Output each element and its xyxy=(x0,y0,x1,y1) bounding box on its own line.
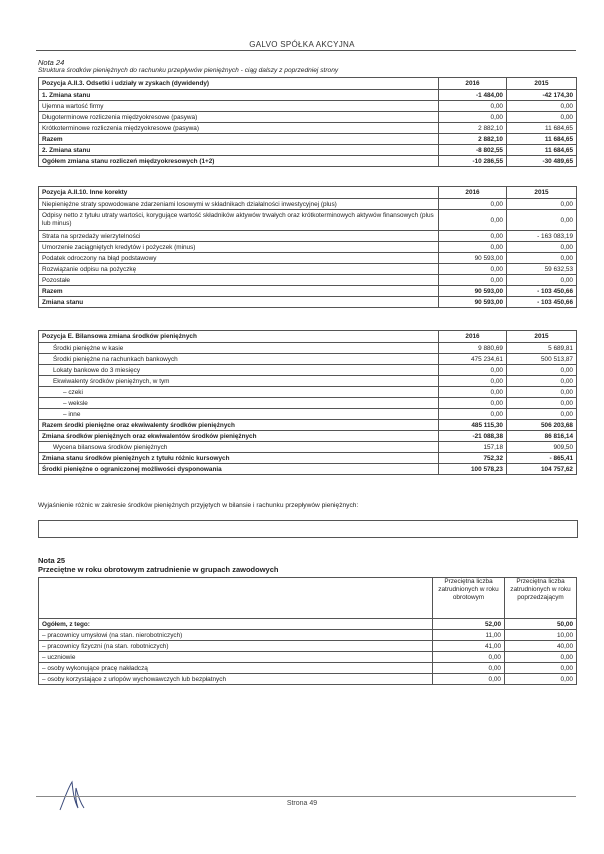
row-label: Niepieniężne straty spowodowane zdarzeniami losowymi w składnikach działalności inwestycyjnej (plus) xyxy=(39,199,439,210)
row-label: – inne xyxy=(39,409,439,420)
table-row xyxy=(39,641,577,652)
table-row xyxy=(39,286,577,297)
value-current: 0,00 xyxy=(439,101,507,112)
row-label: Środki pieniężne na rachunkach bankowych xyxy=(39,354,439,365)
value-previous: 59 632,53 xyxy=(507,264,577,275)
note25-subtitle: Przeciętne w roku obrotowym zatrudnienie w grupach zawodowych xyxy=(38,565,279,574)
value-previous: 0,00 xyxy=(507,387,577,398)
row-label: – pracownicy umysłowi (na stan. nierobotniczych) xyxy=(39,630,433,641)
value-previous: 10,00 xyxy=(505,630,577,641)
note25-title: Nota 25 xyxy=(38,556,66,565)
row-label: Razem xyxy=(39,286,439,297)
value-current: 0,00 xyxy=(439,242,507,253)
value-previous: 11 684,65 xyxy=(507,145,577,156)
col-2015: 2015 xyxy=(507,78,577,90)
value-previous: 0,00 xyxy=(507,253,577,264)
col-2016: 2016 xyxy=(439,78,507,90)
value-current: 0,00 xyxy=(439,210,507,231)
value-previous: 11 684,65 xyxy=(507,134,577,145)
table-row xyxy=(39,674,577,685)
row-label: Odpisy netto z tytułu utraty wartości, korygujące wartość składników aktywów trwałych oraz krótkoterminowych aktywów finansowych (plus lub minus) xyxy=(39,210,439,231)
table-row xyxy=(39,242,577,253)
value-previous: 0,00 xyxy=(507,376,577,387)
col-current-year: Przeciętna liczba zatrudnionych w roku obrotowym xyxy=(433,578,505,619)
differences-explanation: Wyjaśnienie różnic w zakresie środków pieniężnych przyjętych w bilansie i rachunku przepływów pieniężnych: xyxy=(38,502,359,509)
table-row xyxy=(39,652,577,663)
row-label: Strata na sprzedaży wierzytelności xyxy=(39,231,439,242)
explanation-box xyxy=(38,520,578,538)
value-current: -8 802,55 xyxy=(439,145,507,156)
note24-title: Nota 24 xyxy=(38,58,65,67)
value-current: -21 088,38 xyxy=(439,431,507,442)
row-label: Wycena bilansowa środków pieniężnych xyxy=(39,442,439,453)
value-previous: 0,00 xyxy=(507,242,577,253)
row-label: Zmiana stanu xyxy=(39,297,439,308)
employment-empty-head xyxy=(39,578,433,619)
table-heading: Pozycja A.II.3. Odsetki i udziały w zyskach (dywidendy) xyxy=(39,78,439,90)
table-row xyxy=(39,354,577,365)
row-label: Długoterminowe rozliczenia międzyokresowe (pasywa) xyxy=(39,112,439,123)
value-current: 752,32 xyxy=(439,453,507,464)
value-current: 0,00 xyxy=(439,231,507,242)
table-row xyxy=(39,275,577,286)
value-previous: 500 513,87 xyxy=(507,354,577,365)
value-previous: 0,00 xyxy=(507,101,577,112)
value-current: 90 593,00 xyxy=(439,253,507,264)
value-current: 9 880,69 xyxy=(439,343,507,354)
table-row xyxy=(39,253,577,264)
table-row xyxy=(39,365,577,376)
value-previous: 5 689,81 xyxy=(507,343,577,354)
value-current: 0,00 xyxy=(439,112,507,123)
other-adjustments-table xyxy=(38,186,577,308)
table-row xyxy=(39,231,577,242)
table-row xyxy=(39,453,577,464)
value-current: 475 234,61 xyxy=(439,354,507,365)
page-number: Strona 49 xyxy=(286,800,318,807)
row-label: Razem środki pieniężne oraz ekwiwalenty środków pieniężnych xyxy=(39,420,439,431)
value-previous: -30 489,65 xyxy=(507,156,577,167)
value-current: 0,00 xyxy=(439,199,507,210)
col-2016: 2016 xyxy=(439,331,507,343)
employment-table xyxy=(38,577,577,685)
value-previous: - 103 450,66 xyxy=(507,297,577,308)
table-row xyxy=(39,210,577,231)
table-row xyxy=(39,663,577,674)
row-label: Krótkoterminowe rozliczenia międzyokresowe (pasywa) xyxy=(39,123,439,134)
value-previous: 0,00 xyxy=(507,409,577,420)
value-previous: 506 203,68 xyxy=(507,420,577,431)
row-label: – osoby korzystające z urlopów wychowawczych lub bezpłatnych xyxy=(39,674,433,685)
table-row xyxy=(39,101,577,112)
row-label: Środki pieniężne o ograniczonej możliwości dysponowania xyxy=(39,464,439,475)
value-current: -1 484,00 xyxy=(439,90,507,101)
value-previous: 0,00 xyxy=(507,199,577,210)
value-previous: - 865,41 xyxy=(507,453,577,464)
col-2015: 2015 xyxy=(507,331,577,343)
value-current: 0,00 xyxy=(433,663,505,674)
value-current: 0,00 xyxy=(439,398,507,409)
table-row xyxy=(39,442,577,453)
table-row xyxy=(39,398,577,409)
footer-rule xyxy=(36,796,576,797)
table-row xyxy=(39,431,577,442)
value-previous: 104 757,62 xyxy=(507,464,577,475)
table-heading: Pozycja A.II.10. Inne korekty xyxy=(39,187,439,199)
table-row xyxy=(39,264,577,275)
row-label: Ekwiwalenty środków pieniężnych, w tym xyxy=(39,376,439,387)
value-current: 0,00 xyxy=(433,674,505,685)
row-label: Rozwiązanie odpisu na pożyczkę xyxy=(39,264,439,275)
table-row xyxy=(39,123,577,134)
col-2015: 2015 xyxy=(507,187,577,199)
value-current: 0,00 xyxy=(439,365,507,376)
table-row xyxy=(39,112,577,123)
table-row xyxy=(39,630,577,641)
value-previous: 86 816,14 xyxy=(507,431,577,442)
table-row xyxy=(39,134,577,145)
table-row xyxy=(39,420,577,431)
value-current: 0,00 xyxy=(439,409,507,420)
value-previous: 0,00 xyxy=(507,398,577,409)
row-label: – czeki xyxy=(39,387,439,398)
row-label: 2. Zmiana stanu xyxy=(39,145,439,156)
table-row xyxy=(39,145,577,156)
table-row xyxy=(39,619,577,630)
value-current: 485 115,30 xyxy=(439,420,507,431)
value-current: 100 578,23 xyxy=(439,464,507,475)
value-previous: 0,00 xyxy=(505,674,577,685)
company-header: GALVO SPÓŁKA AKCYJNA xyxy=(249,40,355,49)
value-previous: 11 684,65 xyxy=(507,123,577,134)
table-row xyxy=(39,156,577,167)
value-previous: 50,00 xyxy=(505,619,577,630)
value-previous: 40,00 xyxy=(505,641,577,652)
row-label: Umorzenie zaciągniętych kredytów i pożyczek (minus) xyxy=(39,242,439,253)
value-current: 2 882,10 xyxy=(439,134,507,145)
col-2016: 2016 xyxy=(439,187,507,199)
value-current: 52,00 xyxy=(433,619,505,630)
cash-balance-change-table xyxy=(38,330,577,475)
value-current: 11,00 xyxy=(433,630,505,641)
row-label: Razem xyxy=(39,134,439,145)
note24-subtitle: Struktura środków pieniężnych do rachunku przepływów pieniężnych - ciąg dalszy z poprzedniej strony xyxy=(38,67,339,74)
value-current: 90 593,00 xyxy=(439,297,507,308)
row-label: – uczniowie xyxy=(39,652,433,663)
table-row xyxy=(39,199,577,210)
row-label: Ujemna wartość firmy xyxy=(39,101,439,112)
value-current: 157,18 xyxy=(439,442,507,453)
value-previous: - 103 450,66 xyxy=(507,286,577,297)
row-label: Lokaty bankowe do 3 miesięcy xyxy=(39,365,439,376)
value-previous: 0,00 xyxy=(505,663,577,674)
row-label: Ogółem, z tego: xyxy=(39,619,433,630)
row-label: – weksle xyxy=(39,398,439,409)
col-previous-year: Przeciętna liczba zatrudnionych w roku poprzedzającym xyxy=(505,578,577,619)
value-previous: 0,00 xyxy=(507,275,577,286)
table-row xyxy=(39,376,577,387)
row-label: Ogółem zmiana stanu rozliczeń międzyokresowych (1+2) xyxy=(39,156,439,167)
row-label: Zmiana stanu środków pieniężnych z tytułu różnic kursowych xyxy=(39,453,439,464)
row-label: Pozostałe xyxy=(39,275,439,286)
value-current: -10 286,55 xyxy=(439,156,507,167)
row-label: Środki pieniężne w kasie xyxy=(39,343,439,354)
value-current: 0,00 xyxy=(439,264,507,275)
table-heading: Pozycja E. Bilansowa zmiana środków pieniężnych xyxy=(39,331,439,343)
interest-dividends-table xyxy=(38,77,577,167)
value-previous: - 163 083,19 xyxy=(507,231,577,242)
value-current: 41,00 xyxy=(433,641,505,652)
table-row xyxy=(39,464,577,475)
value-previous: 909,50 xyxy=(507,442,577,453)
value-previous: 0,00 xyxy=(505,652,577,663)
table-row xyxy=(39,409,577,420)
table-row xyxy=(39,297,577,308)
table-row xyxy=(39,387,577,398)
value-previous: 0,00 xyxy=(507,210,577,231)
value-previous: 0,00 xyxy=(507,365,577,376)
value-current: 0,00 xyxy=(439,376,507,387)
header-rule xyxy=(36,50,576,51)
value-current: 90 593,00 xyxy=(439,286,507,297)
table-row xyxy=(39,90,577,101)
value-current: 2 882,10 xyxy=(439,123,507,134)
value-previous: 0,00 xyxy=(507,112,577,123)
row-label: Zmiana środków pieniężnych oraz ekwiwalentów środków pieniężnych xyxy=(39,431,439,442)
value-previous: -42 174,30 xyxy=(507,90,577,101)
value-current: 0,00 xyxy=(439,387,507,398)
row-label: 1. Zmiana stanu xyxy=(39,90,439,101)
row-label: – pracownicy fizyczni (na stan. robotniczych) xyxy=(39,641,433,652)
row-label: Podatek odroczony na błąd podstawowy xyxy=(39,253,439,264)
value-current: 0,00 xyxy=(433,652,505,663)
row-label: – osoby wykonujące pracę nakładczą xyxy=(39,663,433,674)
table-row xyxy=(39,343,577,354)
value-current: 0,00 xyxy=(439,275,507,286)
